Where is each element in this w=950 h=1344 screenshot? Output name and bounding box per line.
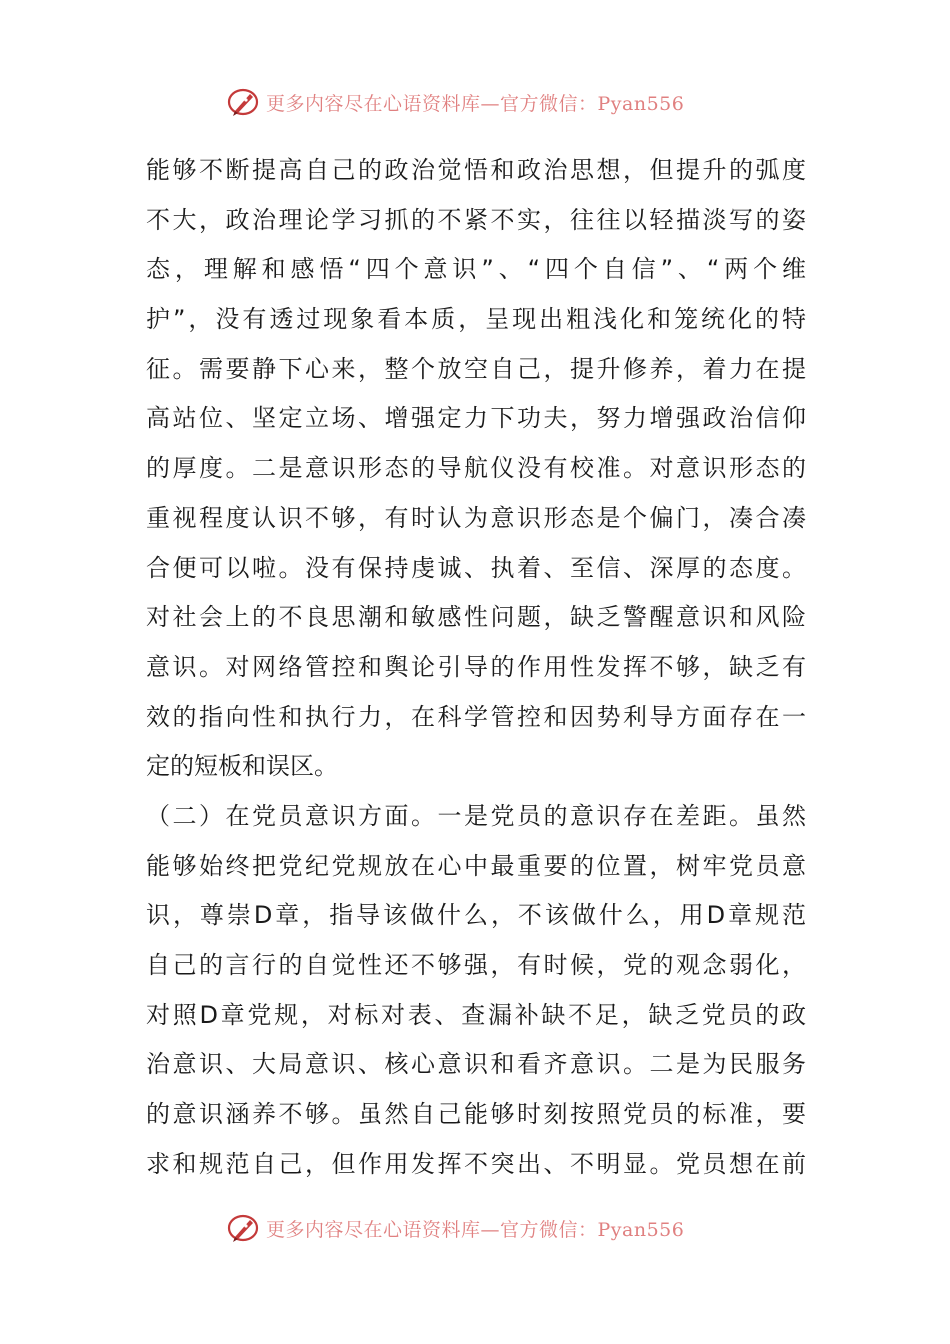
text-line: 求和规范自己，但作用发挥不突出、不明显。党员想在前 bbox=[146, 1149, 806, 1178]
header-banner bbox=[226, 84, 746, 120]
text-line: 识，尊崇D章，指导该做什么，不该做什么，用D章规范 bbox=[146, 901, 806, 930]
text-line: 能够始终把党纪党规放在心中最重要的位置，树牢党员意 bbox=[146, 851, 806, 880]
section-heading-line: （二）在党员意识方面。一是党员的意识存在差距。虽然 bbox=[146, 801, 806, 830]
text-line: 高站位、坚定立场、增强定力下功夫，努力增强政治信仰 bbox=[146, 404, 806, 433]
text-line: 治意识、大局意识、核心意识和看齐意识。二是为民服务 bbox=[146, 1050, 806, 1079]
header-banner-text: 更多内容尽在心语资料库—官方微信：Pyan556 bbox=[266, 92, 685, 115]
text-line: 对照D章党规，对标对表、查漏补缺不足，缺乏党员的政 bbox=[146, 1000, 806, 1029]
text-line: 征。需要静下心来，整个放空自己，提升修养，着力在提 bbox=[146, 354, 806, 383]
text-line: 合便可以啦。没有保持虔诚、执着、至信、深厚的态度。 bbox=[146, 553, 806, 582]
text-line: 护”，没有透过现象看本质，呈现出粗浅化和笼统化的特 bbox=[146, 305, 806, 334]
text-line: 的厚度。二是意识形态的导航仪没有校准。对意识形态的 bbox=[146, 454, 806, 483]
text-line: 的意识涵养不够。虽然自己能够时刻按照党员的标准，要 bbox=[146, 1100, 806, 1129]
text-line: 定的短板和误区。 bbox=[146, 752, 338, 781]
text-line: 能够不断提高自己的政治觉悟和政治思想，但提升的弧度 bbox=[146, 156, 806, 184]
document-body bbox=[146, 146, 806, 1189]
text-line: 对社会上的不良思潮和敏感性问题，缺乏警醒意识和风险 bbox=[146, 603, 806, 632]
pen-nib-icon bbox=[226, 85, 260, 119]
text-line: 不大，政治理论学习抓的不紧不实，往往以轻描淡写的姿 bbox=[146, 205, 806, 234]
text-line: 态，理解和感悟“四个意识”、“四个自信”、“两个维 bbox=[146, 255, 806, 284]
text-line: 重视程度认识不够，有时认为意识形态是个偏门，凑合凑 bbox=[146, 503, 806, 532]
text-line: 意识。对网络管控和舆论引导的作用性发挥不够，缺乏有 bbox=[146, 652, 806, 681]
footer-banner bbox=[226, 1210, 746, 1246]
text-line: 自己的言行的自觉性还不够强，有时候，党的观念弱化， bbox=[146, 951, 806, 979]
pen-nib-icon bbox=[226, 1211, 260, 1245]
text-line: 效的指向性和执行力，在科学管控和因势利导方面存在一 bbox=[146, 702, 806, 731]
footer-banner-text: 更多内容尽在心语资料库—官方微信：Pyan556 bbox=[266, 1218, 685, 1241]
